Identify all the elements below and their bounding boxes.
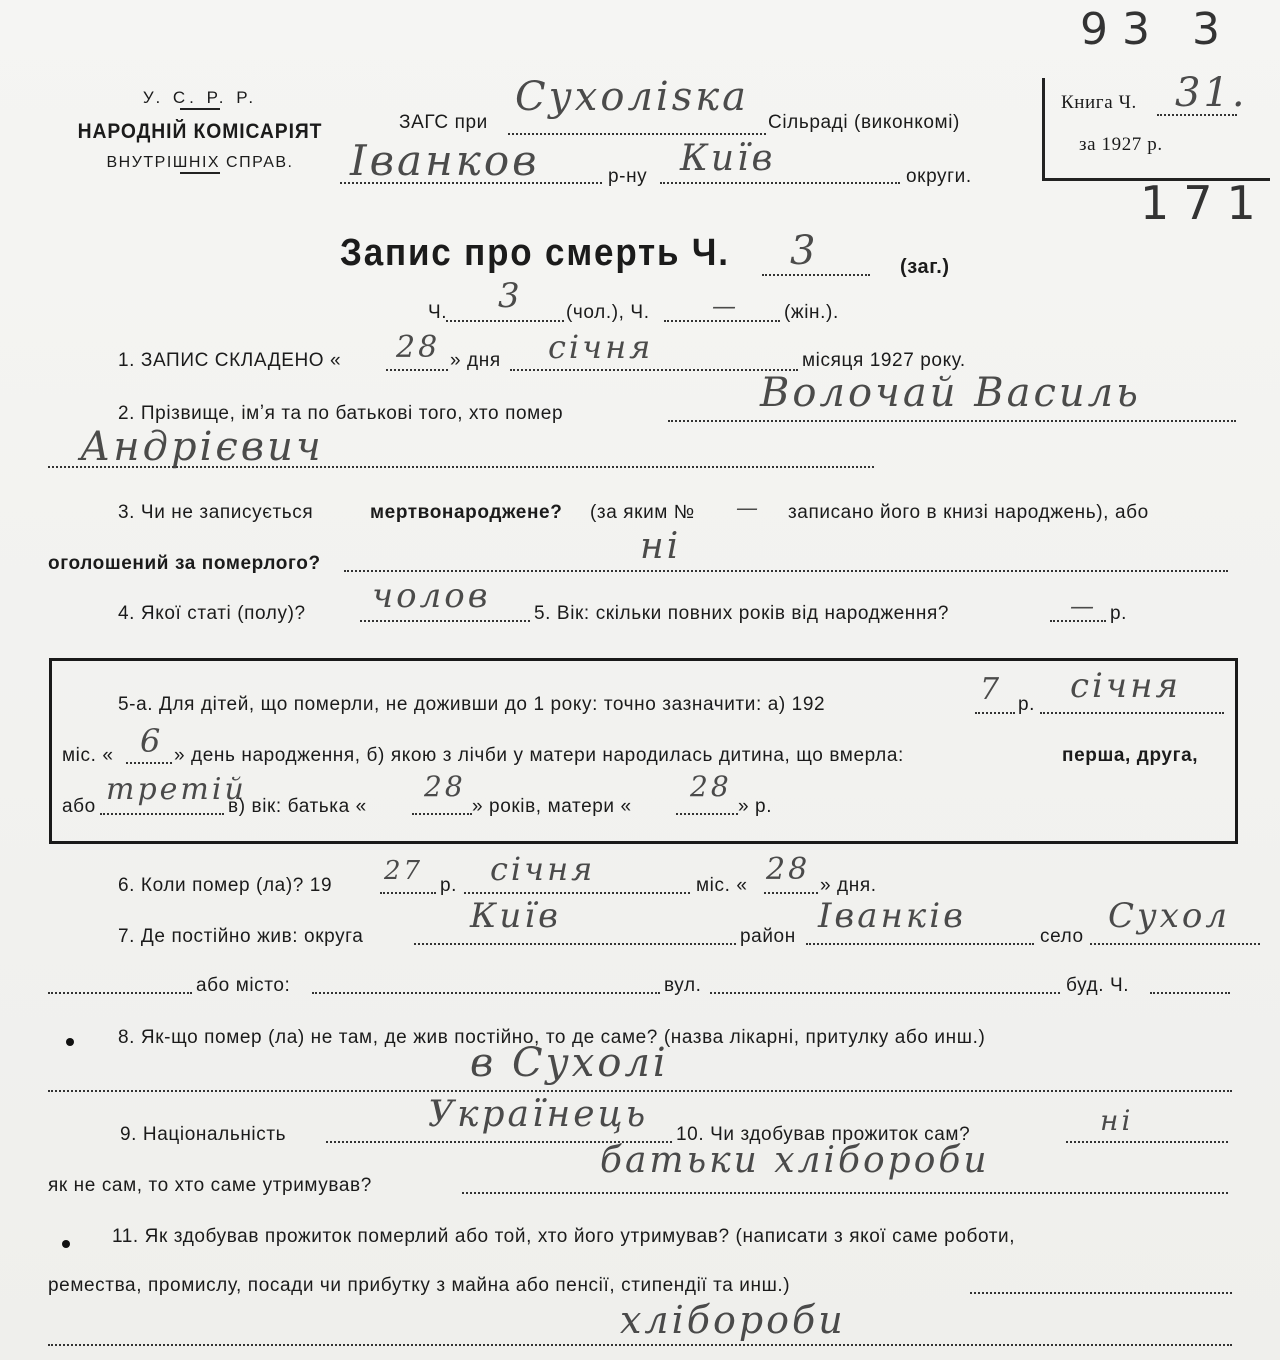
field-10-label: 10. Чи здобував прожиток сам? [676,1124,971,1145]
sex-handwriting: чолов [372,576,491,616]
city-line [312,992,660,994]
birth-month-line [1040,712,1224,714]
birth-day-handwriting: 6 [140,722,164,760]
birth-month-handwriting: січня [1070,666,1181,706]
archive-pencil-mark: 93 3 [1080,4,1234,55]
book-box [1042,70,1270,181]
death-month-handwriting: січня [490,850,596,888]
house-line [1150,992,1230,994]
self-support-line [1066,1141,1228,1143]
female-suffix: (жін.). [784,302,839,323]
field-1-suffix: місяця 1927 року. [802,350,966,371]
raion-handwriting: Іванков [350,136,540,185]
age-unit: р. [1110,603,1128,624]
declared-handwriting: ні [640,526,682,567]
patronymic-line [48,466,874,468]
male-line [446,320,564,322]
field-5a-year-unit: р. [1018,694,1036,715]
male-count-handwriting: 3 [498,276,523,316]
month-handwriting: січня [548,328,654,366]
field-7-city: або місто: [196,975,291,996]
residence-raion-handwriting: Іванків [818,896,966,936]
zags-line [508,133,766,135]
field-5a-mother: » років, матери « [472,796,632,817]
okruha-label: округи. [906,166,972,187]
field-5a-line1: 5-а. Для дітей, що померли, не доживши до 1 року: точно зазначити: а) 192 [118,694,826,715]
commissariat-label: НАРОДНІЙ КОМІСАРІЯТ [77,120,323,143]
street-line [710,992,1060,994]
field-3-stillborn: мертвонароджене? [370,502,563,523]
birth-order-handwriting: третій [106,772,247,807]
surname-line [668,420,1236,422]
issuing-authority [40,88,360,174]
total-suffix: (заг.) [900,256,950,278]
divider [180,108,220,110]
field-4-label: 4. Якої статі (полу)? [118,603,306,624]
raion-line [340,182,602,184]
archive-sheet-number: 171 [1140,176,1270,230]
field-5a-father: в) вік: батька « [228,796,367,817]
patronymic-handwriting: Андрієвич [80,424,324,470]
field-7-raion: район [740,926,796,947]
field-5a-end: » р. [738,796,773,817]
male-prefix: Ч. [428,302,448,323]
supporter-handwriting: батьки хлібороби [600,1140,990,1181]
field-11-line2: ремества, промислу, посади чи прибутку з майна або пенсії, стипендії та инш.) [48,1275,791,1296]
state-label: У. С. Р. Р. [142,88,258,107]
month-line [510,369,798,371]
residence-okruha-line [414,943,736,945]
birth-year-handwriting: 7 [980,672,1003,707]
zags-prefix: ЗАГС при [399,112,488,133]
field-7-street: вул. [664,975,702,996]
field-9-label: 9. Національність [120,1124,287,1145]
field-7-village: село [1040,926,1084,947]
death-month-line [464,892,690,894]
okruha-handwriting: Київ [680,138,776,179]
mother-age-handwriting: 28 [690,770,732,803]
birth-order-line [100,813,224,815]
surname-handwriting: Волочай Василь [760,370,1141,416]
age-line [1050,620,1106,622]
female-line [664,320,780,322]
sex-line [360,620,530,622]
city-pre-line [48,992,192,994]
divider [180,172,220,174]
field-5a-order: перша, друга, [1062,745,1199,766]
zags-suffix: Сільраді (виконкомі) [768,112,960,133]
field-8-label: 8. Як-що помер (ла) не там, де жив постійно, то де саме? (назва лікарні, притулку або инш.) [118,1027,986,1048]
field-5a-month-prefix: міс. « [62,745,114,766]
field-11-line1: 11. Як здобував прожиток померлий або той, хто його утримував? (написати з якої саме роботи, [112,1226,1016,1247]
residence-village-line [1090,943,1260,945]
book-year: за 1927 р. [1079,134,1163,155]
stillborn-number-handwriting: — [736,496,761,521]
record-number-handwriting: 3 [790,228,819,274]
record-number-line [762,274,870,276]
field-6-month: міс. « [696,875,748,896]
declared-line [344,570,1228,572]
supporter-line [462,1192,1228,1194]
death-year-handwriting: 27 [384,856,424,886]
field-5-label: 5. Вік: скільки повних років від народження? [534,603,950,624]
residence-raion-line [806,943,1034,945]
field-1-mid: » дня [450,350,501,371]
death-year-line [380,892,436,894]
village-handwriting: Сухоліѕка [515,74,749,120]
father-age-handwriting: 28 [424,770,466,803]
field-10-supporter: як не сам, то хто саме утримував? [48,1175,372,1196]
mother-age-line [676,813,738,815]
nationality-handwriting: Українець [428,1094,649,1135]
okruha-line [660,182,900,184]
residence-okruha-handwriting: Київ [470,896,561,936]
field-1-prefix: 1. ЗАПИС СКЛАДЕНО « [118,350,342,371]
occupation-handwriting: хлібороби [620,1298,846,1342]
male-suffix: (чол.), Ч. [566,302,650,323]
field-7-house: буд. Ч. [1066,975,1130,996]
field-2-label: 2. Прізвище, імʼя та по батькові того, хто помер [118,403,564,424]
field-5a-line2: » день народження, б) якою з лічби у матери народилась дитина, що вмерла: [174,745,904,766]
field-7-okruha: 7. Де постійно жив: округа [118,926,364,947]
day-handwriting: 28 [396,330,441,365]
field-3-declared: оголошений за померлого? [48,553,321,574]
day-line [386,369,448,371]
self-support-handwriting: ні [1100,1104,1134,1137]
field-6-prefix: 6. Коли помер (ла)? 19 [118,875,333,896]
occupation-line-1 [970,1292,1232,1294]
death-day-handwriting: 28 [766,852,811,887]
father-age-line [412,813,472,815]
age-handwriting: — [1070,592,1097,620]
department-label: ВНУТРІШНІХ СПРАВ. [106,154,294,171]
birth-year-line [975,712,1015,714]
speck [66,1038,74,1046]
field-6-year-unit: р. [440,875,458,896]
field-3-d: записано його в книзі народжень), або [788,502,1149,523]
book-number-handwriting: 31. [1175,70,1248,116]
speck [62,1240,70,1248]
form-title: Запис про смерть Ч. [340,232,730,274]
residence-village-handwriting: Сухол [1108,896,1231,936]
birth-day-line [126,762,172,764]
death-place-handwriting: в Сухолі [470,1040,669,1086]
occupation-line-2 [48,1344,1232,1346]
death-place-line [48,1090,1232,1092]
field-6-day: » дня. [820,875,877,896]
field-5a-or: або [62,796,96,817]
field-3-c: (за яким № [590,502,695,523]
book-label: Книга Ч. [1061,92,1137,113]
raion-label: р-ну [608,166,648,187]
field-3-a: 3. Чи не записується [118,502,314,523]
death-day-line [764,892,818,894]
female-count-handwriting: — [712,292,739,320]
